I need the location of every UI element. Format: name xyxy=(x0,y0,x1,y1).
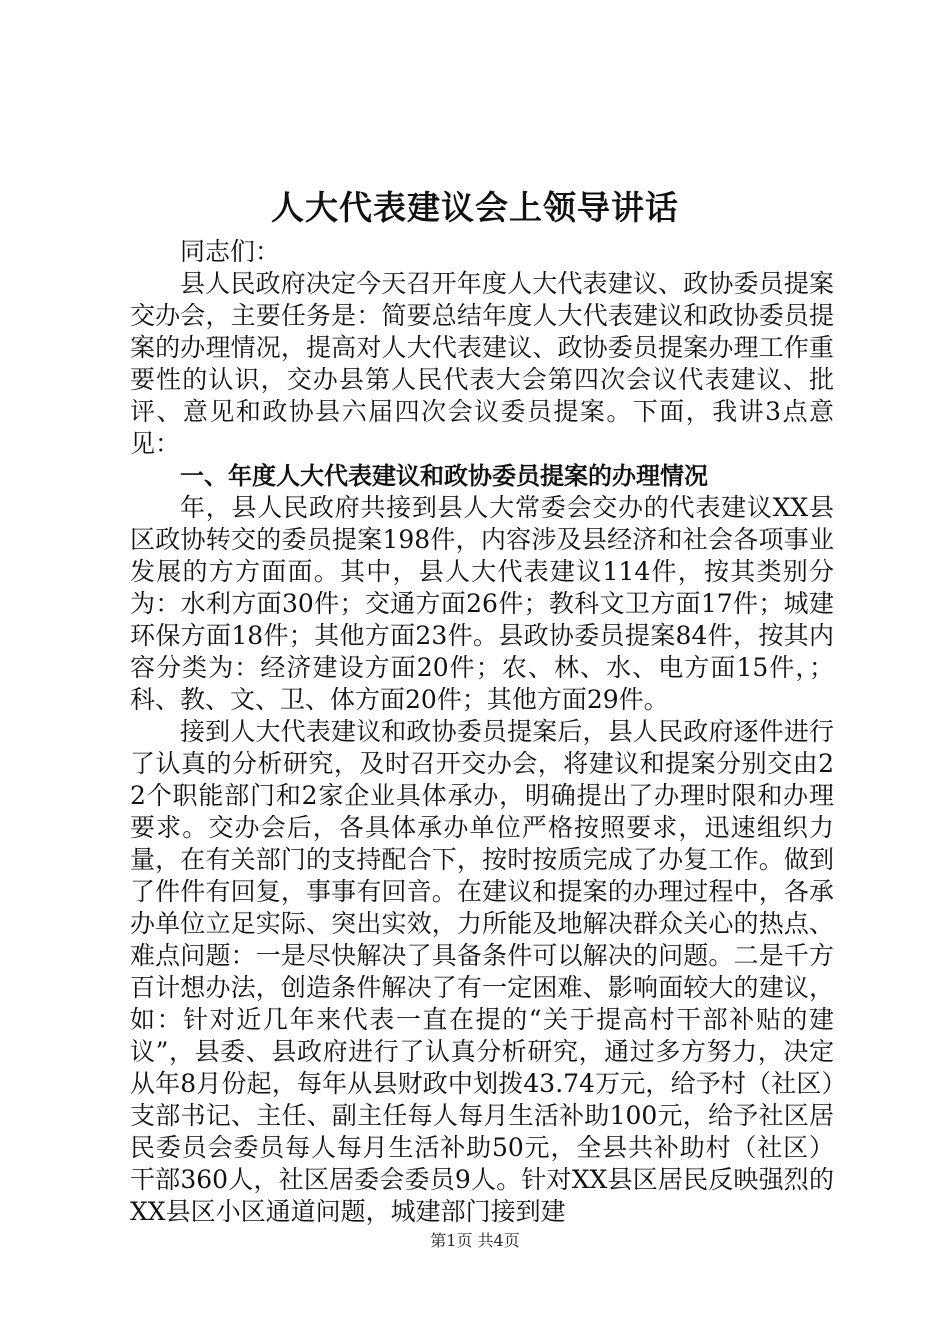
document-body xyxy=(130,236,834,1228)
salutation: 同志们： xyxy=(180,237,281,266)
section1-paragraph-1: 年，县人民政府共接到县人大常委会交办的代表建议XX县区政协转交的委员提案198件，内容涉及县经济和社会各项事业发展的方方面面。其中，县人大代表建议114件，按其类别分为：水利方面30件；交通方面26件；教科文卫方面17件；城建环保方面18件；其他方面23件。县政协委员提案84件，按其内容分类为：经济建设方面20件；农、林、水、电方面15件，；科、教、文、卫、体方面20件；其他方面29件。 xyxy=(130,493,834,714)
section-heading-1: 一、年度人大代表建议和政协委员提案的办理情况 xyxy=(180,462,708,490)
intro-paragraph: 县人民政府决定今天召开年度人大代表建议、政协委员提案交办会，主要任务是：简要总结年度人大代表建议和政协委员提案的办理情况，提高对人大代表建议、政协委员提案办理工作重要性的认识，交办县第人民代表大会第四次会议代表建议、批评、意见和政协县六届四次会议委员提案。下面，我讲3点意见： xyxy=(130,269,834,458)
document-title: 人大代表建议会上领导讲话 xyxy=(271,188,679,227)
page-number-footer: 第1页 共4页 xyxy=(430,1231,520,1250)
section1-paragraph-2: 接到人大代表建议和政协委员提案后，县人民政府逐件进行了认真的分析研究，及时召开交办会，将建议和提案分别交由22个职能部门和2家企业具体承办，明确提出了办理时限和办理要求。交办会后，各具体承办单位严格按照要求，迅速组织力量，在有关部门的支持配合下，按时按质完成了办复工作。做到了件件有回复，事事有回音。在建议和提案的办理过程中，各承办单位立足实际、突出实效，力所能及地解决群众关心的热点、难点问题：一是尽快解决了具备条件可以解决的问题。二是千方百计想办法，创造条件解决了有一定困难、影响面较大的建议，如：针对近几年来代表一直在提的“关于提高村干部补贴的建议”，县委、县政府进行了认真分析研究，通过多方努力，决定从年8月份起，每年从县财政中划拨43.74万元，给予村（社区）支部书记、主任、副主任每人每月生活补助100元，给予社区居民委员会委员每人每月生活补助50元，全县共补助村（社区）干部360人，社区居委会委员9人。针对XX县区居民反映强烈的XX县区小区通道问题，城建部门接到建 xyxy=(130,717,834,1226)
